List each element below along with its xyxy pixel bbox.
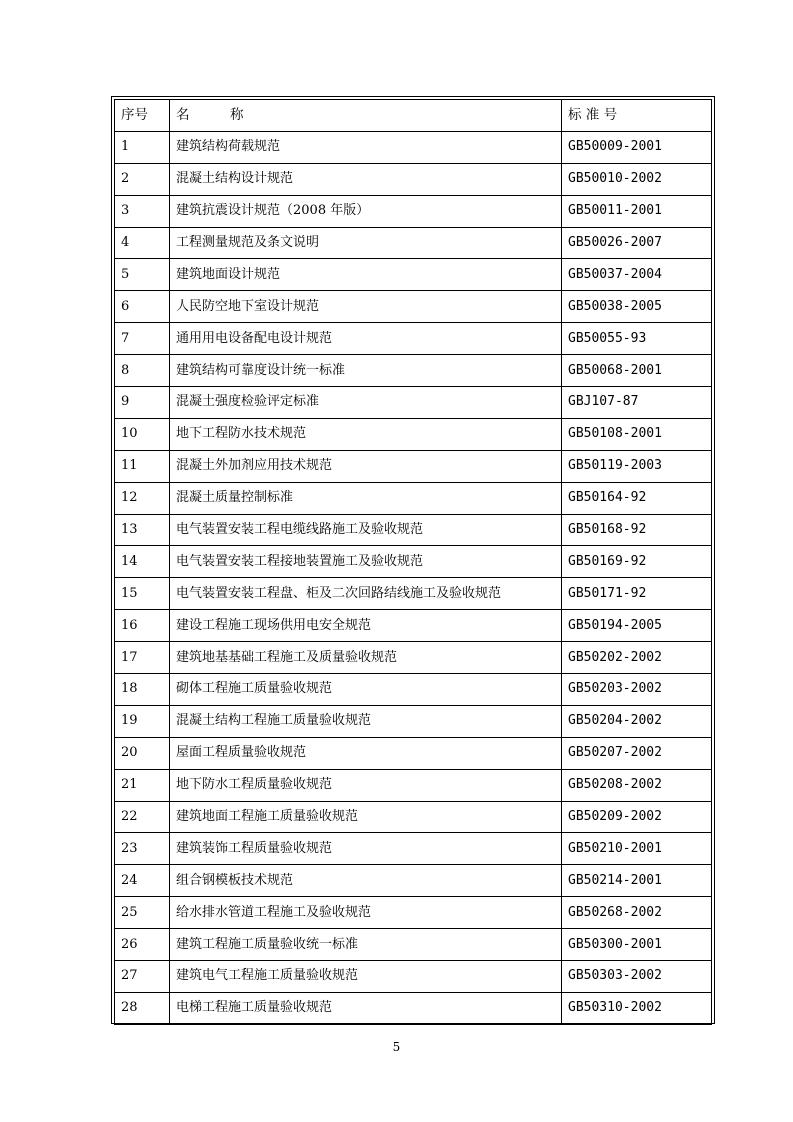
row-code: GB50055-93: [562, 323, 712, 355]
row-name: 工程测量规范及条文说明: [170, 227, 562, 259]
row-code: GB50203-2002: [562, 674, 712, 706]
row-name: 建筑地面工程施工质量验收规范: [170, 801, 562, 833]
table-row: [115, 992, 712, 1024]
header-code: 标 准 号: [562, 100, 712, 132]
row-name: 给水排水管道工程施工及验收规范: [170, 897, 562, 929]
row-code: GB50303-2002: [562, 961, 712, 993]
table-row: [115, 705, 712, 737]
row-index: 27: [115, 961, 170, 993]
row-code: GB50310-2002: [562, 992, 712, 1024]
row-index: 5: [115, 259, 170, 291]
table-row: [115, 674, 712, 706]
row-index: 17: [115, 642, 170, 674]
row-index: 8: [115, 355, 170, 387]
row-code: GB50010-2002: [562, 163, 712, 195]
row-index: 6: [115, 291, 170, 323]
row-index: 4: [115, 227, 170, 259]
row-index: 13: [115, 514, 170, 546]
row-name: 建设工程施工现场供用电安全规范: [170, 610, 562, 642]
row-index: 15: [115, 578, 170, 610]
row-name: 混凝土质量控制标准: [170, 482, 562, 514]
table-row: [115, 323, 712, 355]
row-name: 建筑结构可靠度设计统一标准: [170, 355, 562, 387]
row-code: GB50209-2002: [562, 801, 712, 833]
row-index: 23: [115, 833, 170, 865]
table-row: [115, 387, 712, 419]
row-code: GB50202-2002: [562, 642, 712, 674]
row-name: 电气装置安装工程盘、柜及二次回路结线施工及验收规范: [170, 578, 562, 610]
row-name: 混凝土结构设计规范: [170, 163, 562, 195]
row-index: 14: [115, 546, 170, 578]
row-code: GB50164-92: [562, 482, 712, 514]
table-row: [115, 801, 712, 833]
row-name: 砌体工程施工质量验收规范: [170, 674, 562, 706]
table-header-row: [115, 100, 712, 132]
row-code: GB50037-2004: [562, 259, 712, 291]
row-name: 建筑工程施工质量验收统一标准: [170, 929, 562, 961]
table-row: [115, 131, 712, 163]
row-code: GB50009-2001: [562, 131, 712, 163]
table-row: [115, 769, 712, 801]
table-row: [115, 418, 712, 450]
row-name: 混凝土外加剂应用技术规范: [170, 450, 562, 482]
row-name: 人民防空地下室设计规范: [170, 291, 562, 323]
row-index: 10: [115, 418, 170, 450]
table-row: [115, 259, 712, 291]
row-index: 1: [115, 131, 170, 163]
row-index: 9: [115, 387, 170, 419]
row-name: 地下工程防水技术规范: [170, 418, 562, 450]
row-name: 地下防水工程质量验收规范: [170, 769, 562, 801]
table-row: [115, 546, 712, 578]
header-index: 序号: [115, 100, 170, 132]
table-row: [115, 642, 712, 674]
row-index: 24: [115, 865, 170, 897]
page-number: 5: [392, 1040, 401, 1054]
row-index: 11: [115, 450, 170, 482]
row-code: GB50207-2002: [562, 737, 712, 769]
table-row: [115, 514, 712, 546]
row-index: 22: [115, 801, 170, 833]
row-name: 电气装置安装工程电缆线路施工及验收规范: [170, 514, 562, 546]
row-code: GB50068-2001: [562, 355, 712, 387]
row-code: GB50038-2005: [562, 291, 712, 323]
row-index: 3: [115, 195, 170, 227]
row-name: 建筑地基基础工程施工及质量验收规范: [170, 642, 562, 674]
table-row: [115, 195, 712, 227]
table-row: [115, 737, 712, 769]
table-row: [115, 929, 712, 961]
table-row: [115, 865, 712, 897]
row-name: 组合钢模板技术规范: [170, 865, 562, 897]
row-code: GB50214-2001: [562, 865, 712, 897]
row-name: 混凝土强度检验评定标准: [170, 387, 562, 419]
row-name: 电气装置安装工程接地装置施工及验收规范: [170, 546, 562, 578]
row-index: 28: [115, 992, 170, 1024]
row-code: GBJ107-87: [562, 387, 712, 419]
row-index: 26: [115, 929, 170, 961]
table-row: [115, 578, 712, 610]
row-code: GB50169-92: [562, 546, 712, 578]
standards-table: [114, 99, 712, 1025]
row-index: 18: [115, 674, 170, 706]
table-row: [115, 163, 712, 195]
row-code: GB50171-92: [562, 578, 712, 610]
row-index: 16: [115, 610, 170, 642]
row-name: 建筑抗震设计规范（2008 年版）: [170, 195, 562, 227]
row-index: 20: [115, 737, 170, 769]
table-row: [115, 482, 712, 514]
row-index: 2: [115, 163, 170, 195]
row-name: 混凝土结构工程施工质量验收规范: [170, 705, 562, 737]
table-row: [115, 610, 712, 642]
row-name: 建筑结构荷载规范: [170, 131, 562, 163]
table-row: [115, 961, 712, 993]
row-code: GB50210-2001: [562, 833, 712, 865]
row-index: 19: [115, 705, 170, 737]
row-name: 通用用电设备配电设计规范: [170, 323, 562, 355]
row-code: GB50108-2001: [562, 418, 712, 450]
row-index: 7: [115, 323, 170, 355]
row-name: 建筑装饰工程质量验收规范: [170, 833, 562, 865]
row-index: 21: [115, 769, 170, 801]
row-code: GB50300-2001: [562, 929, 712, 961]
row-code: GB50011-2001: [562, 195, 712, 227]
row-code: GB50204-2002: [562, 705, 712, 737]
table-row: [115, 355, 712, 387]
row-index: 12: [115, 482, 170, 514]
row-code: GB50026-2007: [562, 227, 712, 259]
table-row: [115, 291, 712, 323]
row-code: GB50168-92: [562, 514, 712, 546]
header-name: 名 称: [170, 100, 562, 132]
row-name: 建筑地面设计规范: [170, 259, 562, 291]
row-name: 电梯工程施工质量验收规范: [170, 992, 562, 1024]
row-code: GB50119-2003: [562, 450, 712, 482]
table-row: [115, 833, 712, 865]
row-index: 25: [115, 897, 170, 929]
row-name: 屋面工程质量验收规范: [170, 737, 562, 769]
row-code: GB50208-2002: [562, 769, 712, 801]
row-name: 建筑电气工程施工质量验收规范: [170, 961, 562, 993]
table-row: [115, 227, 712, 259]
table-row: [115, 897, 712, 929]
row-code: GB50194-2005: [562, 610, 712, 642]
row-code: GB50268-2002: [562, 897, 712, 929]
table-row: [115, 450, 712, 482]
